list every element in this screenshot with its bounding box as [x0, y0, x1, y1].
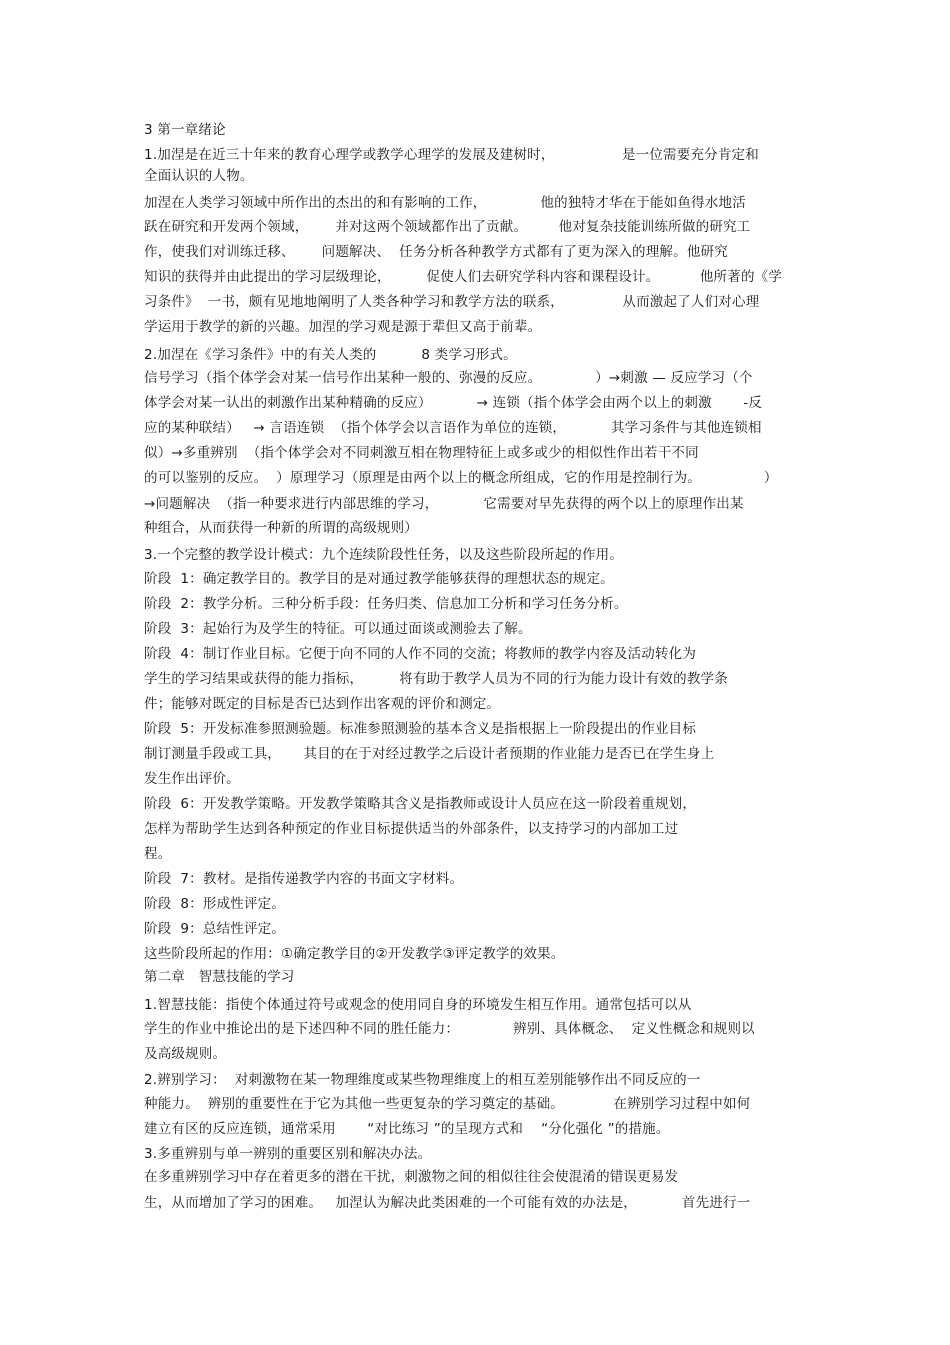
text-line: 学运用于教学的新的兴趣。加涅的学习观是源于辈但又高于前辈。 [144, 319, 542, 335]
text-line: 习条件》 一书，颇有见地地阐明了人类各种学习和教学方法的联系， 从而激起了人们对心理 [144, 294, 760, 310]
chapter-1-heading: 3 第一章绪论 [144, 122, 226, 138]
text-line: 跃在研究和开发两个领域， 并对这两个领域都作出了贡献。 他对复杂技能训练所做的研究工 [144, 219, 751, 235]
text-line: 知识的获得并由此提出的学习层级理论， 促使人们去研究学科内容和课程设计。 他所著的《学 [144, 269, 783, 285]
text-line: 生，从而增加了学习的困难。 加涅认为解决此类困难的一个可能有效的办法是， 首先进行一 [144, 1195, 751, 1211]
text-line: 及高级规则。 [144, 1046, 227, 1062]
text-line: 应的某种联结） → 言语连锁 （指个体学会以言语作为单位的连锁， 其学习条件与其他连锁相 [144, 420, 762, 436]
text-line: 学生的学习结果或获得的能力指标， 将有助于教学人员为不同的行为能力设计有效的教学条 [144, 671, 728, 687]
text-line: 种能力。 辨别的重要性在于它为其他一些更复杂的学习奠定的基础。 在辨别学习过程中如何 [144, 1096, 751, 1112]
text-line: 体学会对某一认出的刺激作出某种精确的反应） → 连锁（指个体学会由两个以上的刺激 -反 [144, 395, 763, 411]
text-line: 这些阶段所起的作用：①确定教学目的②开发教学③评定教学的效果。 [144, 946, 565, 962]
text-line: 似）→多重辨别 （指个体学会对不同刺激互相在物理特征上或多或少的相似性作出若干不同 [144, 445, 699, 461]
text-line: 2.辨别学习： 对刺激物在某一物理维度或某些物理维度上的相互差别能够作出不同反应的一 [144, 1072, 701, 1088]
text-line: 3.多重辨别与单一辨别的重要区别和解决办法。 [144, 1146, 432, 1162]
text-line: 发生作出评价。 [144, 771, 240, 787]
text-line: 阶段 5：开发标准参照测验题。标准参照测验的基本含义是指根据上一阶段提出的作业目标 [144, 721, 697, 737]
text-line: 1.加涅是在近三十年来的教育心理学或教学心理学的发展及建树时， 是一位需要充分肯定和 [144, 147, 759, 163]
text-line: 阶段 6：开发教学策略。开发教学策略其含义是指教师或设计人员应在这一阶段着重规划， [144, 796, 697, 812]
text-line: 作，使我们对训练迁移、 问题解决、 任务分析各种教学方式都有了更为深入的理解。他研究 [144, 244, 728, 260]
text-line: 的可以鉴别的反应。 ）原理学习（原理是由两个以上的概念所组成，它的作用是控制行为。 ） [144, 470, 778, 486]
text-line: →问题解决 （指一种要求进行内部思维的学习， 它需要对早先获得的两个以上的原理作出某 [144, 496, 744, 512]
text-line: 全面认识的人物。 [144, 168, 254, 184]
text-line: 建立有区的反应连锁，通常采用 “对比练习 ”的呈现方式和 “分化强化 ”的措施。 [144, 1121, 670, 1137]
text-line: 程。 [144, 846, 172, 862]
chapter-2-heading: 第二章 智慧技能的学习 [144, 969, 295, 985]
text-line: 阶段 7：教材。是指传递教学内容的书面文字材料。 [144, 871, 464, 887]
text-line: 阶段 9：总结性评定。 [144, 921, 286, 937]
text-line: 阶段 8：形成性评定。 [144, 896, 286, 912]
text-line: 1.智慧技能：指使个体通过符号或观念的使用同自身的环境发生相互作用。通常包括可以从 [144, 997, 692, 1013]
text-line: 2.加涅在《学习条件》中的有关人类的 8 类学习形式。 [144, 347, 517, 363]
text-line: 阶段 4：制订作业目标。它便于向不同的人作不同的交流；将教师的教学内容及活动转化为 [144, 646, 697, 662]
text-line: 怎样为帮助学生达到各种预定的作业目标提供适当的外部条件，以支持学习的内部加工过 [144, 821, 679, 837]
text-line: 加涅在人类学习领域中所作出的杰出的和有影响的工作， 他的独特才华在于能如鱼得水地活 [144, 195, 746, 211]
text-line: 阶段 1：确定教学目的。教学目的是对通过教学能够获得的理想状态的规定。 [144, 571, 614, 587]
text-line: 3.一个完整的教学设计模式：九个连续阶段性任务，以及这些阶段所起的作用。 [144, 547, 624, 563]
text-line: 制订测量手段或工具， 其目的在于对经过教学之后设计者预期的作业能力是否已在学生身上 [144, 746, 715, 762]
text-line: 学生的作业中推论出的是下述四种不同的胜任能力： 辨别、具体概念、 定义性概念和规则以 [144, 1021, 755, 1037]
text-line: 阶段 3：起始行为及学生的特征。可以通过面谈或测验去了解。 [144, 621, 532, 637]
text-line: 件；能够对既定的目标是否已达到作出客观的评价和测定。 [144, 696, 501, 712]
text-line: 在多重辨别学习中存在着更多的潜在干扰，刺激物之间的相似往往会使混淆的错误更易发 [144, 1169, 679, 1185]
text-line: 信号学习（指个体学会对某一信号作出某种一般的、弥漫的反应。 ）→刺激 — 反应学习（个 [144, 370, 753, 386]
text-line: 阶段 2：教学分析。三种分析手段：任务归类、信息加工分析和学习任务分析。 [144, 596, 628, 612]
text-line: 种组合，从而获得一种新的所谓的高级规则） [144, 520, 418, 536]
